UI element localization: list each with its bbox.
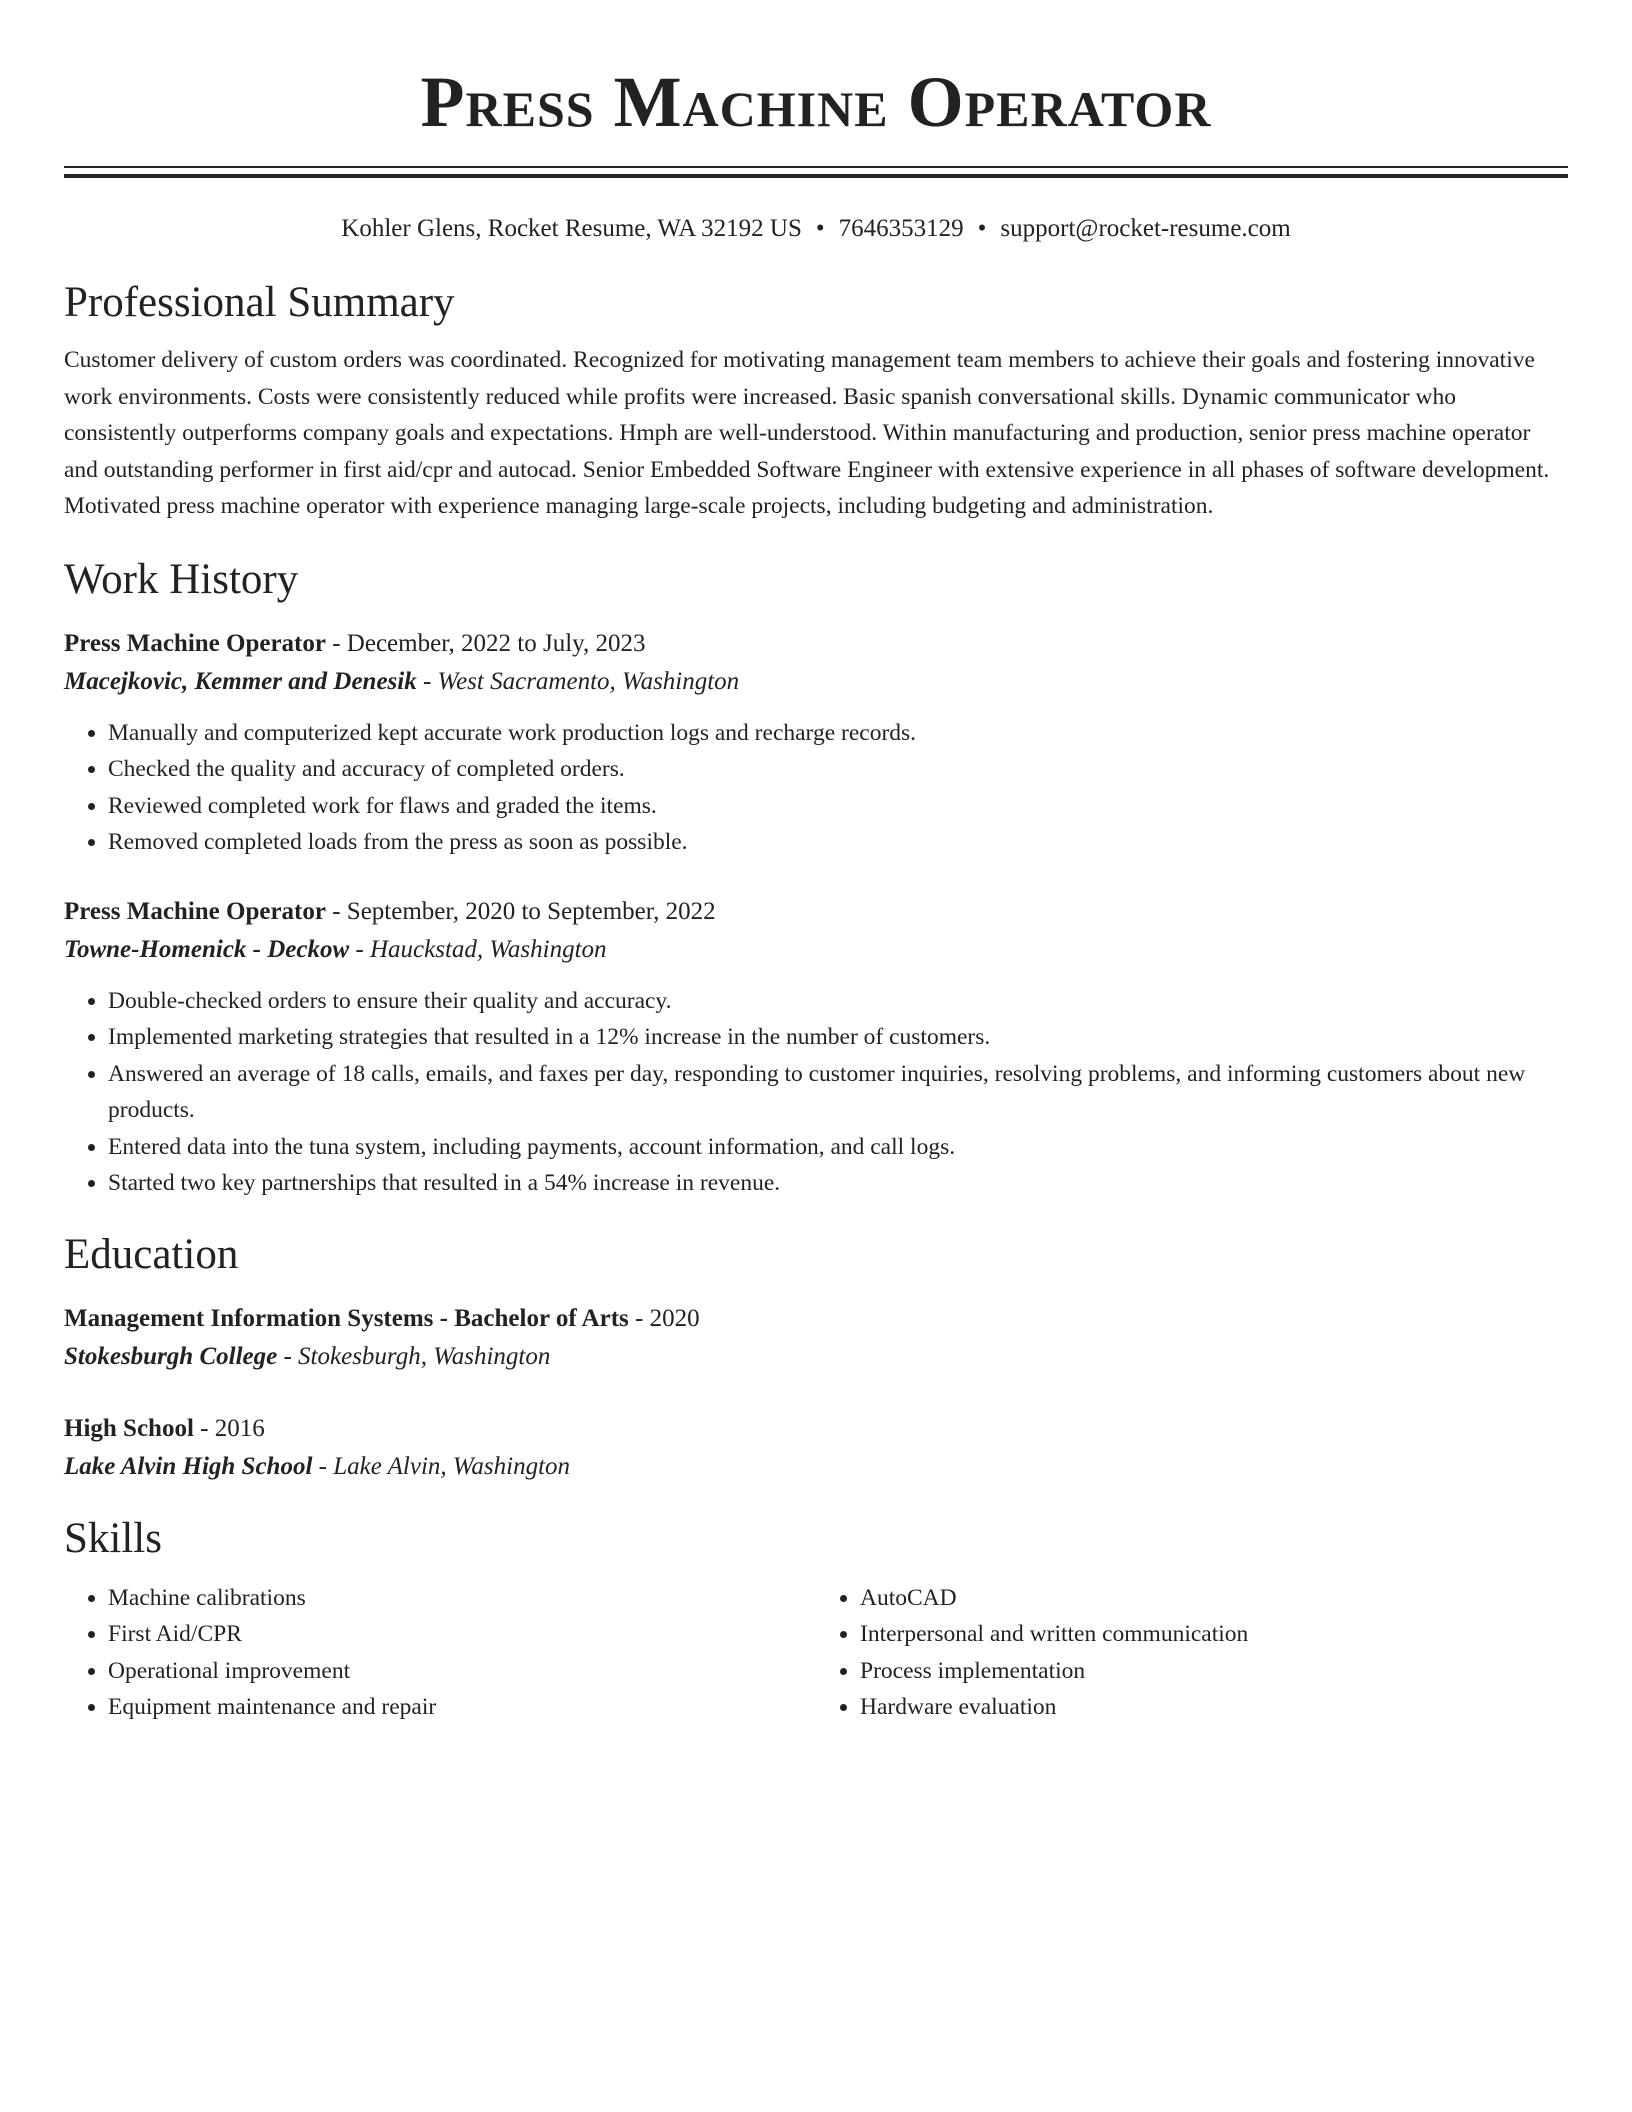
school-name: Stokesburgh College [64, 1342, 278, 1370]
job-dates: - September, 2020 to September, 2022 [325, 897, 716, 925]
summary-text: Customer delivery of custom orders was coordinated. Recognized for motivating management team members to achieve their goals and fostering innovative work environments. Costs were consistently reduced while profits were increased. Basic spanish conversational skills. Dynamic communicator who consistently outperforms company goals and expectations. Hmph are well-understood. Within manufacturing and production, senior press machine operator and outstanding performer in first aid/cpr and autocad. Senior Embedded Software Engineer with extensive experience in all phases of software development. Motivated press machine operator with experience managing large-scale projects, including budgeting and administration. [64, 347, 1550, 519]
summary-heading: Professional Summary [64, 279, 455, 326]
list-item: • Operational improvement [108, 1653, 816, 1690]
header-rule-thick [64, 174, 1568, 178]
school-line [64, 1338, 1568, 1376]
degree-line [64, 1410, 1568, 1448]
employer-line [64, 931, 1568, 969]
work-history-heading: Work History [64, 555, 299, 603]
list-item: • Started two key partnerships that resulted in a 54% increase in revenue. [108, 1165, 1568, 1202]
contact-line [64, 214, 1568, 244]
header-rule-thin [64, 166, 1568, 168]
list-item: • AutoCAD [860, 1580, 1568, 1617]
degree-year: - 2020 [628, 1304, 700, 1332]
employer-location: - West Sacramento, Washington [416, 667, 740, 695]
list-item: • First Aid/CPR [108, 1616, 816, 1653]
school-location: - Stokesburgh, Washington [277, 1342, 551, 1370]
school-location: - Lake Alvin, Washington [312, 1452, 571, 1480]
list-item: • Manually and computerized kept accurate work production logs and recharge records. [108, 715, 1568, 752]
skills-column-right [816, 1580, 1568, 1726]
employer-name: Macejkovic, Kemmer and Denesik [64, 667, 417, 695]
list-item: • Equipment maintenance and repair [108, 1689, 816, 1726]
list-item: • Answered an average of 18 calls, emails, and faxes per day, responding to customer inquiries, resolving problems, and informing customers about new products. [108, 1056, 1568, 1129]
list-item: • Checked the quality and accuracy of completed orders. [108, 751, 1568, 788]
education-entry [64, 1410, 1568, 1486]
list-item: • Implemented marketing strategies that resulted in a 12% increase in the number of customers. [108, 1019, 1568, 1056]
contact-separator: • [977, 215, 987, 242]
contact-separator: • [815, 215, 825, 242]
job-bullets [64, 715, 1568, 861]
degree-line [64, 1300, 1568, 1338]
list-item: • Double-checked orders to ensure their quality and accuracy. [108, 983, 1568, 1020]
job-entry [64, 893, 1568, 1202]
job-bullets [64, 983, 1568, 1202]
job-dates: - December, 2022 to July, 2023 [325, 629, 646, 657]
skills-heading: Skills [64, 1514, 162, 1562]
list-item: • Entered data into the tuna system, including payments, account information, and call logs. [108, 1129, 1568, 1166]
employer-name: Towne-Homenick - Deckow [64, 935, 350, 963]
skills-list [64, 1580, 1568, 1726]
job-title-line [64, 893, 1568, 931]
education-entry [64, 1300, 1568, 1376]
skills-column-left [64, 1580, 816, 1726]
list-item: • Reviewed completed work for flaws and graded the items. [108, 788, 1568, 825]
employer-line [64, 663, 1568, 701]
resume-name: Press Machine Operator [420, 62, 1212, 142]
contact-address: Kohler Glens, Rocket Resume, WA 32192 US [341, 215, 802, 242]
job-entry [64, 625, 1568, 861]
degree-name: Management Information Systems - Bachelor of Arts [64, 1304, 629, 1332]
list-item: • Hardware evaluation [860, 1689, 1568, 1726]
list-item: • Removed completed loads from the press as soon as possible. [108, 824, 1568, 861]
degree-year: - 2016 [193, 1414, 265, 1442]
list-item: • Machine calibrations [108, 1580, 816, 1617]
school-line [64, 1448, 1568, 1486]
job-title: Press Machine Operator [64, 629, 326, 657]
contact-email: support@rocket-resume.com [1000, 215, 1291, 242]
school-name: Lake Alvin High School [64, 1452, 313, 1480]
job-title-line [64, 625, 1568, 663]
contact-phone: 7646353129 [838, 215, 964, 242]
list-item: • Process implementation [860, 1653, 1568, 1690]
list-item: • Interpersonal and written communication [860, 1616, 1568, 1653]
education-heading: Education [64, 1230, 239, 1278]
degree-name: High School [64, 1414, 194, 1442]
job-title: Press Machine Operator [64, 897, 326, 925]
employer-location: - Hauckstad, Washington [349, 935, 607, 963]
